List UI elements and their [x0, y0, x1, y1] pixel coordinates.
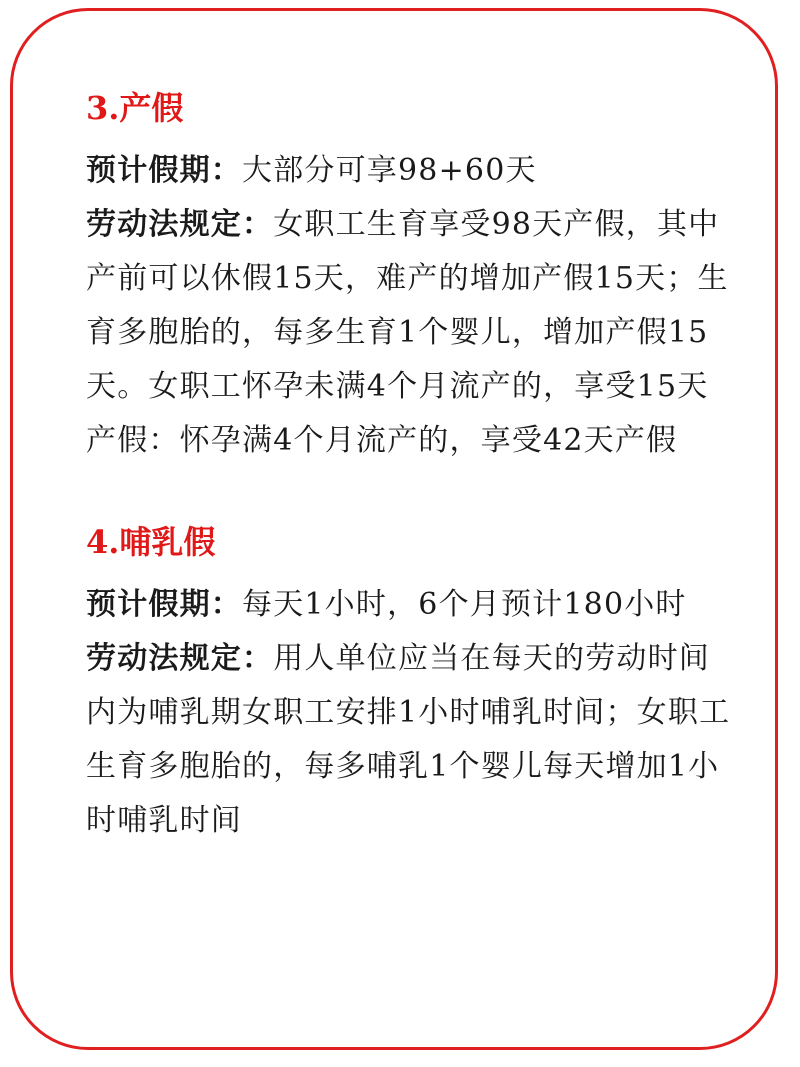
labor-law-paragraph	[86, 632, 736, 848]
expected-leave-label: 预计假期：	[86, 587, 242, 622]
labor-law-value: 女职工生育享受98天产假，其中产前可以休假15天，难产的增加产假15天；生育多胞胎的，每多生育1个婴儿，增加产假15天。女职工怀孕未满4个月流产的，享受15天产假：怀孕满4个月流产的，享受42天产假	[86, 207, 729, 458]
expected-leave-label: 预计假期：	[86, 153, 242, 188]
section-maternity-leave	[86, 88, 736, 468]
expected-leave-value: 每天1小时，6个月预计180小时	[242, 587, 687, 622]
expected-leave-value: 大部分可享98+60天	[242, 153, 537, 188]
section-heading: 4.哺乳假	[86, 523, 216, 561]
expected-leave-paragraph	[86, 578, 736, 632]
labor-law-paragraph	[86, 198, 736, 468]
expected-leave-paragraph	[86, 144, 736, 198]
document-content	[86, 88, 736, 848]
labor-law-label: 劳动法规定：	[86, 641, 274, 676]
labor-law-value: 用人单位应当在每天的劳动时间内为哺乳期女职工安排1小时哺乳时间；女职工生育多胞胎的，每多哺乳1个婴儿每天增加1小时哺乳时间	[86, 641, 731, 838]
labor-law-label: 劳动法规定：	[86, 207, 274, 242]
section-nursing-leave	[86, 522, 736, 848]
section-heading: 3.产假	[86, 89, 184, 127]
